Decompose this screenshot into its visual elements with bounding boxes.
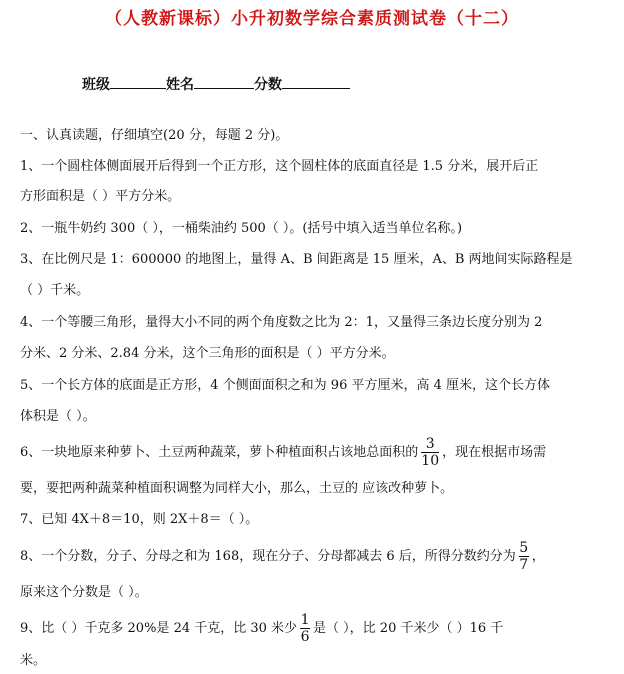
question-1-line-1: 1、一个圆柱体侧面展开后得到一个正方形，这个圆柱体的底面直径是 1.5 分米，展开后正 <box>20 159 539 174</box>
question-6-text-a: 6、一块地原来种萝卜、土豆两种蔬菜，萝卜种植面积占该地总面积的 <box>20 445 419 460</box>
class-blank <box>110 74 166 89</box>
score-label: 分数 <box>254 77 282 93</box>
question-9-line-2: 米。 <box>20 653 47 668</box>
class-label: 班级 <box>82 77 110 93</box>
question-8-line-2: 原来这个分数是（ ）。 <box>20 585 148 600</box>
question-8-fraction <box>519 540 529 573</box>
question-1-line-2: 方形面积是（ ）平方分米。 <box>20 189 181 204</box>
question-3-line-2: （ ）千米。 <box>20 283 90 298</box>
question-5-line-2: 体积是（ ）。 <box>20 409 96 424</box>
question-9-text-b: 是（ ），比 20 千米少（ ）16 千 <box>313 621 504 636</box>
fraction-numerator: 3 <box>425 436 435 452</box>
question-6-fraction <box>421 436 439 469</box>
question-9-fraction <box>300 612 310 645</box>
question-6-text-b: ，现在根据市场需 <box>442 445 547 460</box>
fraction-numerator: 5 <box>519 540 529 556</box>
fraction-numerator: 1 <box>300 612 310 628</box>
fraction-denominator: 10 <box>421 453 440 469</box>
question-6-line-2: 要，要把两种蔬菜种植面积调整为同样大小，那么，土豆的 应该改种萝卜。 <box>20 481 454 496</box>
question-3-line-1: 3、在比例尺是 1：600000 的地图上，量得 A、B 间距离是 15 厘米，A、B 两地间实际路程是 <box>20 252 573 267</box>
question-8-line-1 <box>20 540 545 573</box>
question-7: 7、已知 4X＋8＝10，则 2X＋8＝（ ）。 <box>20 512 259 527</box>
question-8-text-b: ， <box>531 549 545 564</box>
question-4-line-1: 4、一个等腰三角形，量得大小不同的两个角度数之比为 2：1，又量得三条边长度分别为 2 <box>20 315 543 330</box>
question-6-line-1 <box>20 436 546 469</box>
page-title: （人教新课标）小升初数学综合素质测试卷（十二） <box>105 9 519 29</box>
section-heading: 一、认真读题，仔细填空(20 分，每题 2 分)。 <box>20 128 289 143</box>
name-label: 姓名 <box>166 77 194 93</box>
question-9-text-a: 9、比（ ）千克多 20%是 24 千克，比 30 米少 <box>20 621 298 636</box>
name-blank <box>194 74 254 89</box>
score-blank <box>282 74 350 89</box>
student-info <box>82 74 350 94</box>
question-2: 2、一瓶牛奶约 300（ ），一桶柴油约 500（ ）。(括号中填入适当单位名称。) <box>20 221 463 236</box>
fraction-denominator: 6 <box>300 629 310 645</box>
question-5-line-1: 5、一个长方体的底面是正方形，4 个侧面面积之和为 96 平方厘米，高 4 厘米，这个长方体 <box>20 378 551 393</box>
question-8-text-a: 8、一个分数，分子、分母之和为 168，现在分子、分母都减去 6 后，所得分数约分为 <box>20 549 516 564</box>
fraction-denominator: 7 <box>519 557 529 573</box>
question-4-line-2: 分米、2 分米、2.84 分米，这个三角形的面积是（ ）平方分米。 <box>20 346 395 361</box>
question-9-line-1 <box>20 612 503 645</box>
